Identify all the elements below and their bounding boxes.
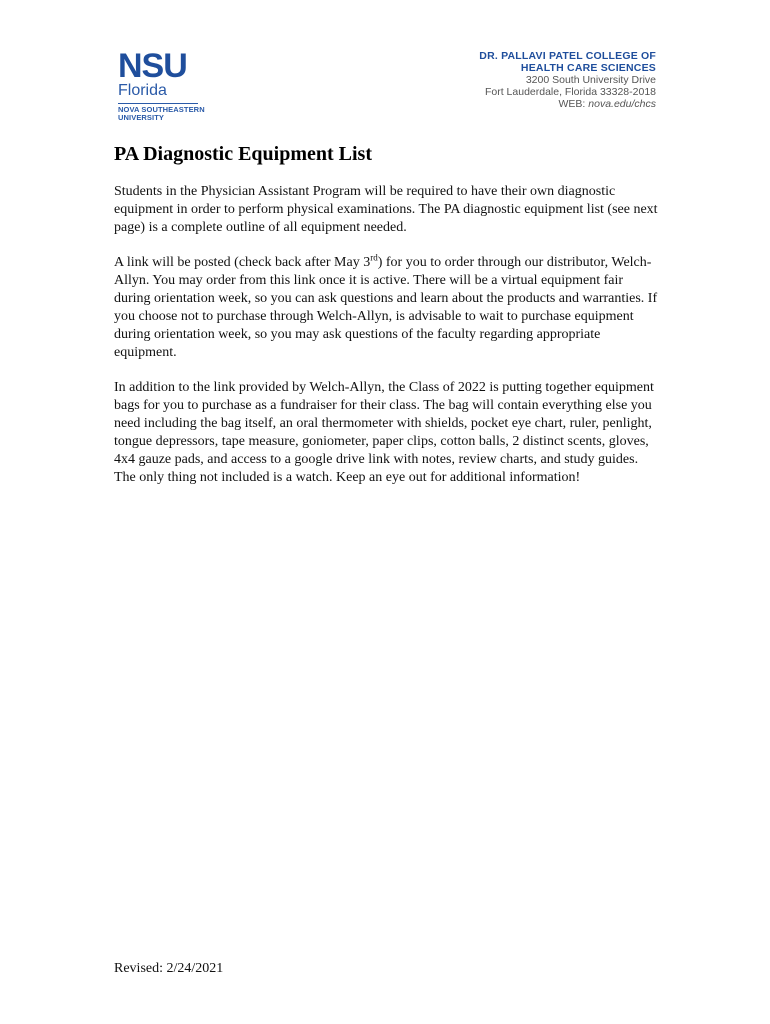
logo-university-line2: UNIVERSITY — [118, 113, 165, 122]
paragraph-ordering-link — [114, 254, 659, 362]
paragraph-equipment-bags: In addition to the link provided by Welch-Allyn, the Class of 2022 is putting together equipment bags for you to purchase as a fundraiser for their class. The bag will contain everything else you need including the bag itself, an oral thermometer with shields, pocket eye chart, ruler, penlight, tongue depressors, tape measure, goniometer, paper clips, cotton balls, 2 distinct scents, gloves, 4x4 gauze pads, and access to a google drive link with notes, review charts, and study guides. The only thing not included is a watch. Keep an eye out for additional information! — [114, 380, 654, 485]
address-line1: 3200 South University Drive — [525, 74, 656, 86]
web-link[interactable]: nova.edu/chcs — [588, 98, 656, 110]
logo-university-line1: NOVA SOUTHEASTERN — [118, 105, 205, 114]
paragraph-ordering-text-start: A link will be posted (check back after May 3 — [114, 255, 371, 270]
college-name-line2: HEALTH CARE SCIENCES — [520, 62, 656, 74]
ordinal-superscript: rd — [370, 252, 378, 263]
paragraph-ordering-text-end: ) for you to order through our distributor, Welch-Allyn. You may order from this link once it is active. There will be a virtual equipment fair during orientation week, so you can ask questions and learn about the products and warranties. If you choose not to purchase through Welch-Allyn, is advisable to wait to purchase equipment during orientation week, so you may ask questions of the faculty regarding appropriate equipment. — [114, 255, 658, 360]
logo-nsu-text: NSU — [118, 47, 187, 85]
page-title: PA Diagnostic Equipment List — [114, 143, 372, 165]
logo-divider — [118, 103, 198, 104]
revision-date: Revised: 2/24/2021 — [114, 961, 224, 976]
letterhead — [479, 50, 656, 110]
logo-florida-text: Florida — [118, 82, 167, 99]
nsu-florida-logo — [118, 47, 208, 122]
web-label: WEB: — [558, 98, 586, 110]
web-line — [479, 98, 656, 110]
college-name-line1: DR. PALLAVI PATEL COLLEGE OF — [479, 50, 656, 62]
address-line2: Fort Lauderdale, Florida 33328-2018 — [484, 86, 656, 98]
paragraph-requirements: Students in the Physician Assistant Program will be required to have their own diagnostic equipment in order to perform physical examinations. The PA diagnostic equipment list (see next page) is a complete outline of all equipment needed. — [114, 184, 658, 235]
